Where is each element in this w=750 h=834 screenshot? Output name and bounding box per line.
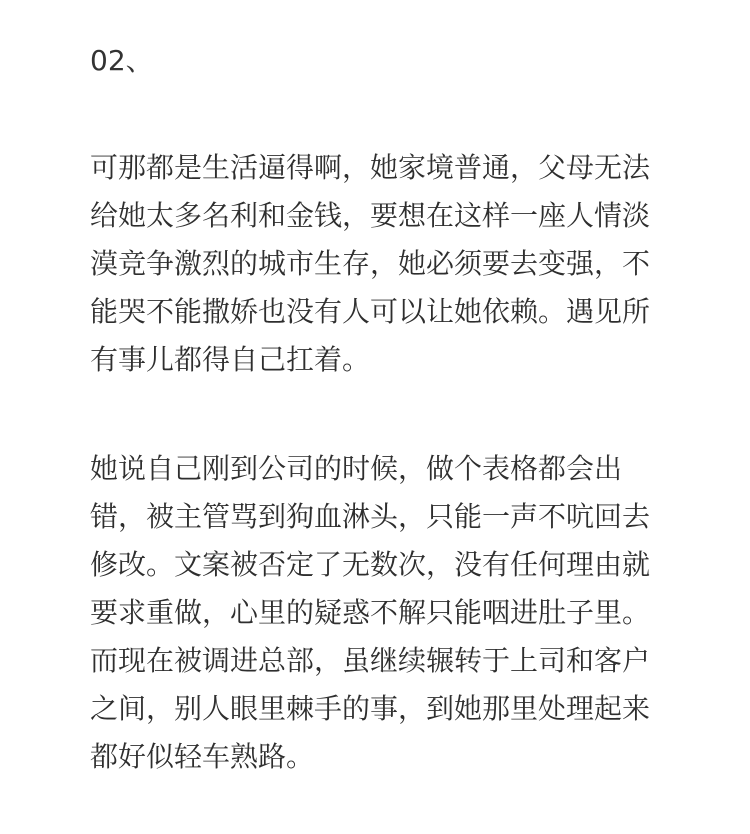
paragraph-line: 而现在被调进总部，虽继续辗转于上司和客户: [90, 644, 651, 677]
paragraph-line: 漠竞争激烈的城市生存，她必须要去变强，不: [90, 247, 651, 280]
paragraph-line: 之间，别人眼里棘手的事，到她那里处理起来: [90, 692, 651, 725]
paragraph-line: 修改。文案被否定了无数次，没有任何理由就: [90, 548, 651, 581]
paragraph-line: 要求重做，心里的疑惑不解只能咽进肚子里。: [90, 596, 651, 629]
paragraph-line: 能哭不能撒娇也没有人可以让她依赖。遇见所: [90, 295, 651, 328]
paragraph-line: 都好似轻车熟路。: [90, 740, 315, 773]
paragraph-line: 错，被主管骂到狗血淋头，只能一声不吭回去: [90, 500, 651, 533]
paragraph-1: [90, 144, 650, 384]
paragraph-line: 她说自己刚到公司的时候，做个表格都会出: [90, 452, 623, 485]
paragraph-2: [90, 445, 650, 781]
paragraph-line: 给她太多名利和金钱，要想在这样一座人情淡: [90, 199, 651, 232]
section-number: 02、: [90, 44, 154, 77]
paragraph-line: 可那都是生活逼得啊，她家境普通，父母无法: [90, 151, 651, 184]
paragraph-line: 有事儿都得自己扛着。: [90, 343, 371, 376]
